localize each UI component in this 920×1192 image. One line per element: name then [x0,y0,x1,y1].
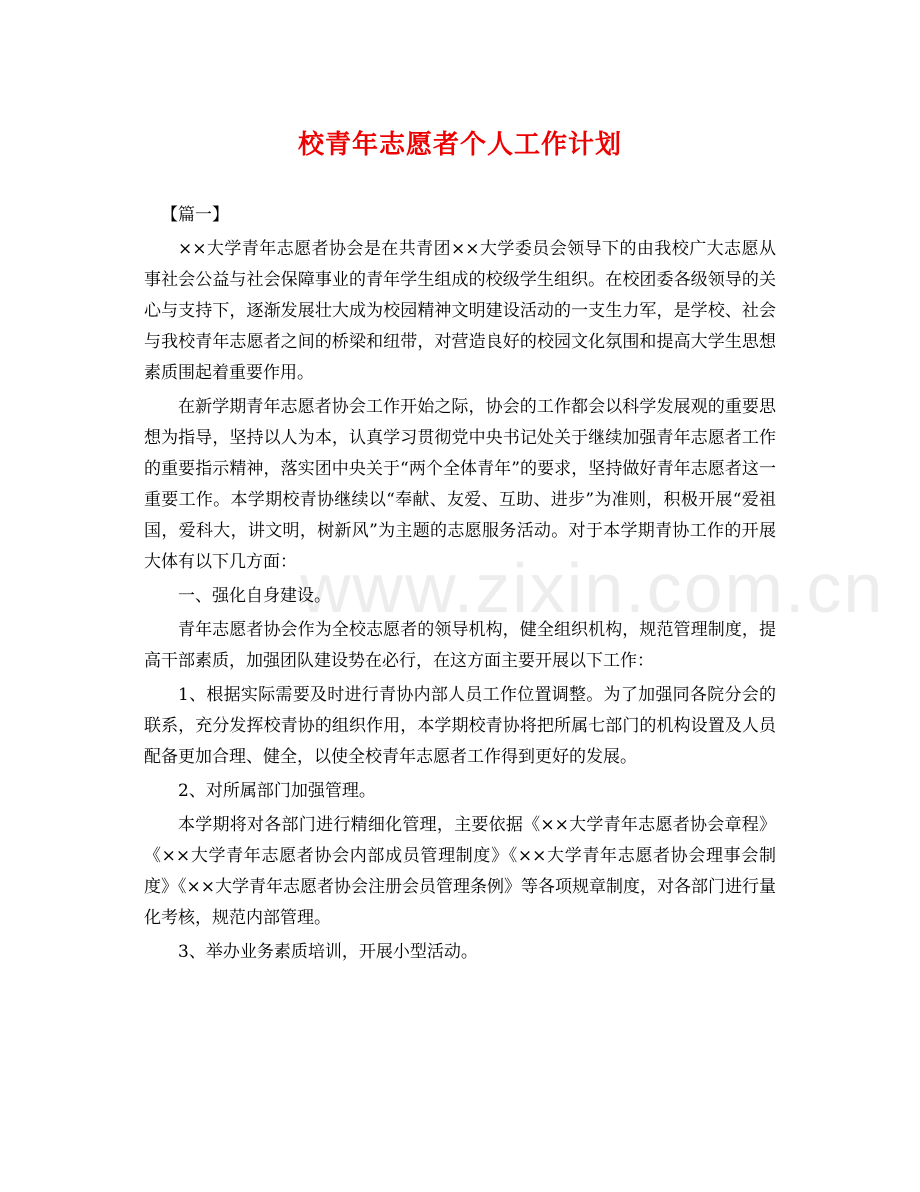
list-item-1: 1、根据实际需要及时进行青协内部人员工作位置调整。为了加强同各院分会的联系，充分发挥校青协的组织作用，本学期校青协将把所属七部门的机构设置及人员配备更加合理、健全，以使全校青年志愿者工作得到更好的发展。 [144,685,776,767]
paragraph-4: 本学期将对各部门进行精细化管理，主要依据《××大学青年志愿者协会章程》《××大学青年志愿者协会内部成员管理制度》《××大学青年志愿者协会理事会制度》《××大学青年志愿者协会注册会员管理条例》等各项规章制度，对各部门进行量化考核，规范内部管理。 [144,815,776,928]
heading-strengthen-self: 一、强化自身建设。 [178,586,331,606]
paragraph-1: ××大学青年志愿者协会是在共青团××大学委员会领导下的由我校广大志愿从事社会公益与社会保障事业的青年学生组成的校级学生组织。在校团委各级领导的关心与支持下，逐渐发展壮大成为校园精神文明建设活动的一支生力军，是学校、社会与我校青年志愿者之间的桥梁和纽带，对营造良好的校园文化氛围和提高大学生思想素质围起着重要作用。 [144,239,776,383]
section-mark: 【篇一】 [161,205,229,225]
paragraph-2: 在新学期青年志愿者协会工作开始之际，协会的工作都会以科学发展观的重要思想为指导，坚持以人为本，认真学习贯彻党中央书记处关于继续加强青年志愿者工作的重要指示精神，落实团中央关于“两个全体青年”的要求，坚持做好青年志愿者这一重要工作。本学期校青协继续以“奉献、友爱、互助、进步”为准则，积极开展“爱祖国，爱科大，讲文明，树新风”为主题的志愿服务活动。对于本学期青协工作的开展大体有以下几方面： [144,397,776,572]
list-item-2: 2、对所属部门加强管理。 [178,781,376,801]
watermark: www.zixin.com.cn [300,549,885,627]
list-item-3: 3、举办业务素质培训，开展小型活动。 [178,942,478,962]
document-title: 校青年志愿者个人工作计划 [297,130,622,160]
paragraph-3: 青年志愿者协会作为全校志愿者的领导机构，健全组织机构，规范管理制度，提高干部素质，加强团队建设势在必行，在这方面主要开展以下工作： [144,620,776,671]
document-body [144,200,776,971]
